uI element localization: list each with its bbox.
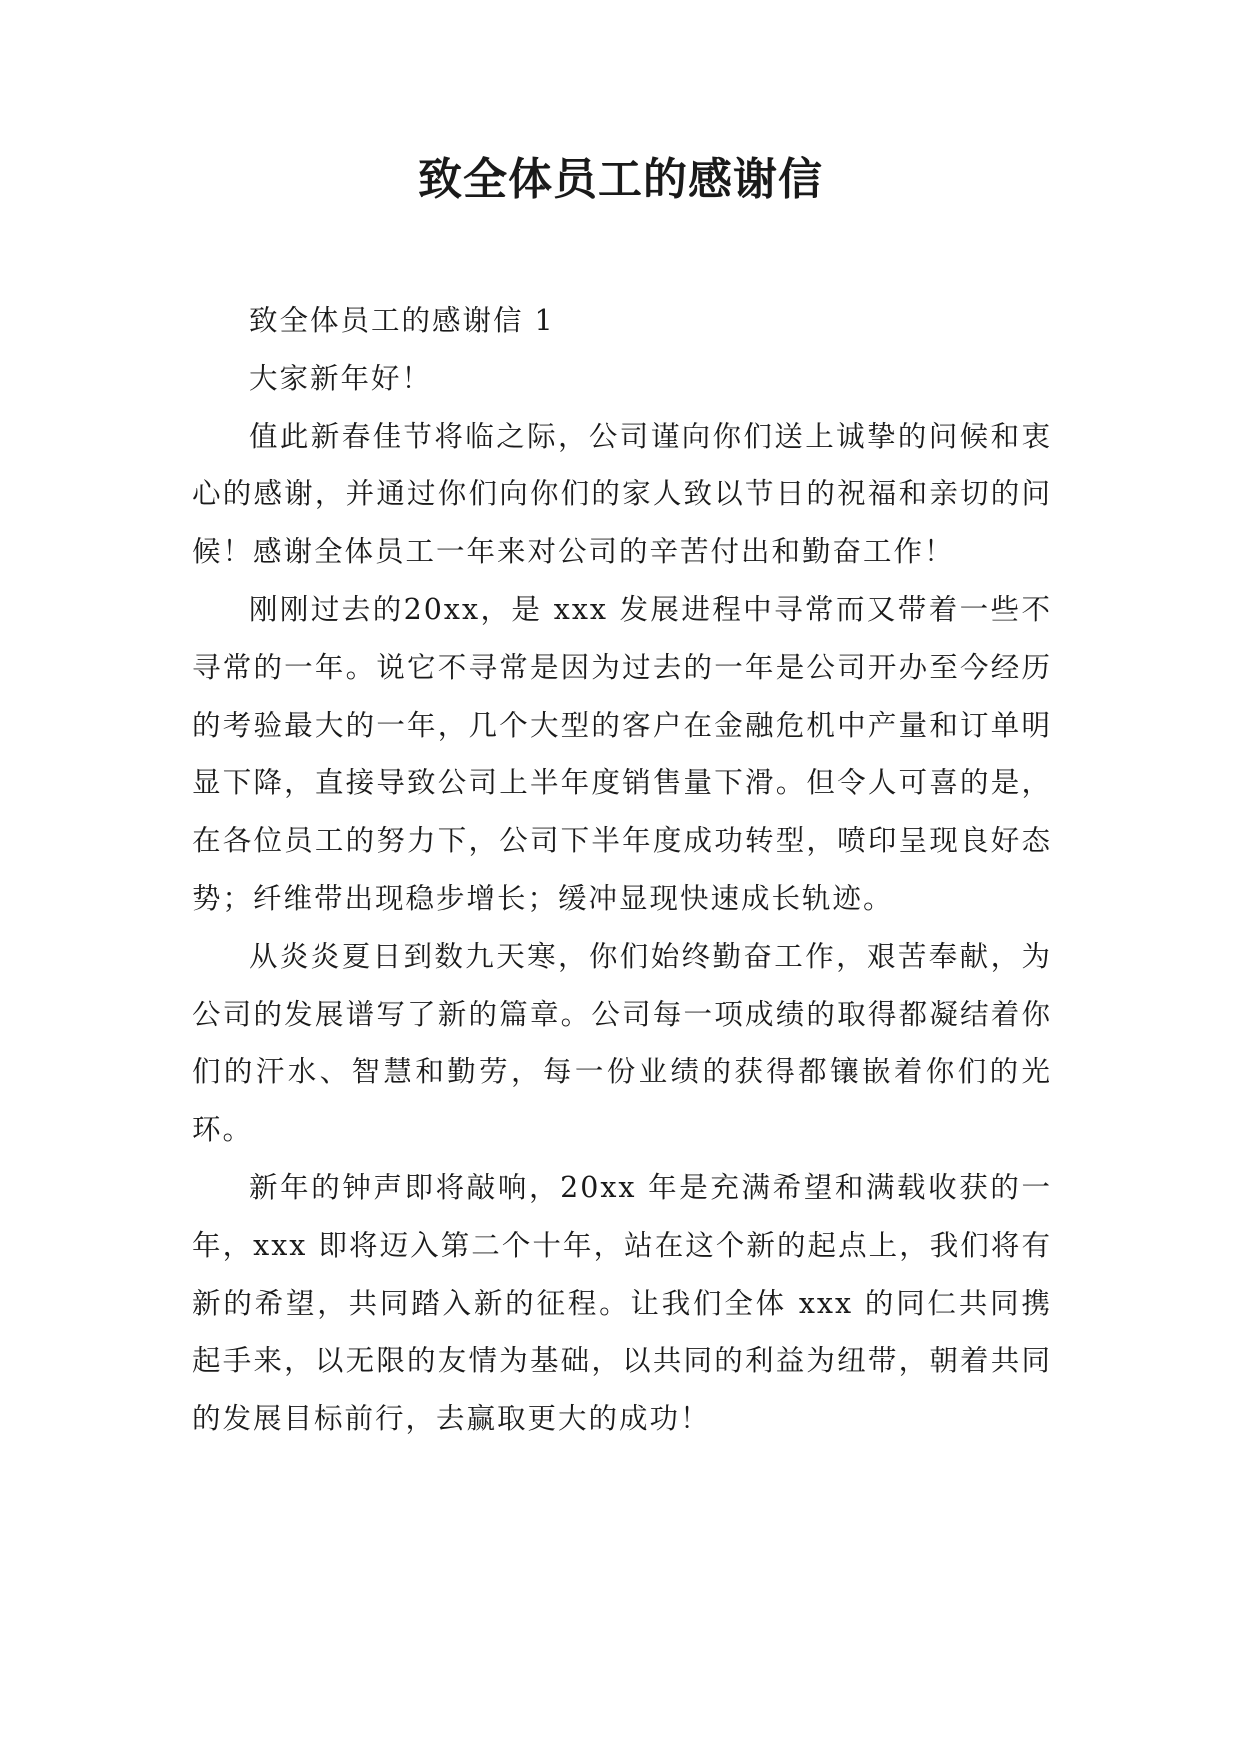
paragraph-greeting: 大家新年好！: [249, 361, 433, 395]
paragraph: 值此新春佳节将临之际，公司谨向你们送上诚挚的问候和衷心的感谢，并通过你们向你们的家人致以节日的祝福和亲切的问候！感谢全体员工一年来对公司的辛苦付出和勤奋工作！: [192, 419, 1052, 569]
paragraph: 从炎炎夏日到数九天寒，你们始终勤奋工作，艰苦奉献，为公司的发展谱写了新的篇章。公司每一项成绩的取得都凝结着你们的汗水、智慧和勤劳，每一份业绩的获得都镶嵌着你们的光环。: [192, 939, 1052, 1147]
document-body: [192, 292, 1052, 1448]
document-title: 致全体员工的感谢信: [418, 154, 823, 205]
paragraph: 新年的钟声即将敲响，20xx 年是充满希望和满载收获的一年，xxx 即将迈入第二个十年，站在这个新的起点上，我们将有新的希望，共同踏入新的征程。让我们全体 xxx 的同仁共同携起手来，以无限的友情为基础，以共同的利益为纽带，朝着共同的发展目标前行，去赢取更大的成功！: [192, 1170, 1052, 1436]
paragraph: 刚刚过去的20xx，是 xxx 发展进程中寻常而又带着一些不寻常的一年。说它不寻常是因为过去的一年是公司开办至今经历的考验最大的一年，几个大型的客户在金融危机中产量和订单明显下降，直接导致公司上半年度销售量下滑。但令人可喜的是，在各位员工的努力下，公司下半年度成功转型，喷印呈现良好态势；纤维带出现稳步增长；缓冲显现快速成长轨迹。: [192, 592, 1052, 915]
paragraph-heading: 致全体员工的感谢信 1: [249, 304, 555, 337]
